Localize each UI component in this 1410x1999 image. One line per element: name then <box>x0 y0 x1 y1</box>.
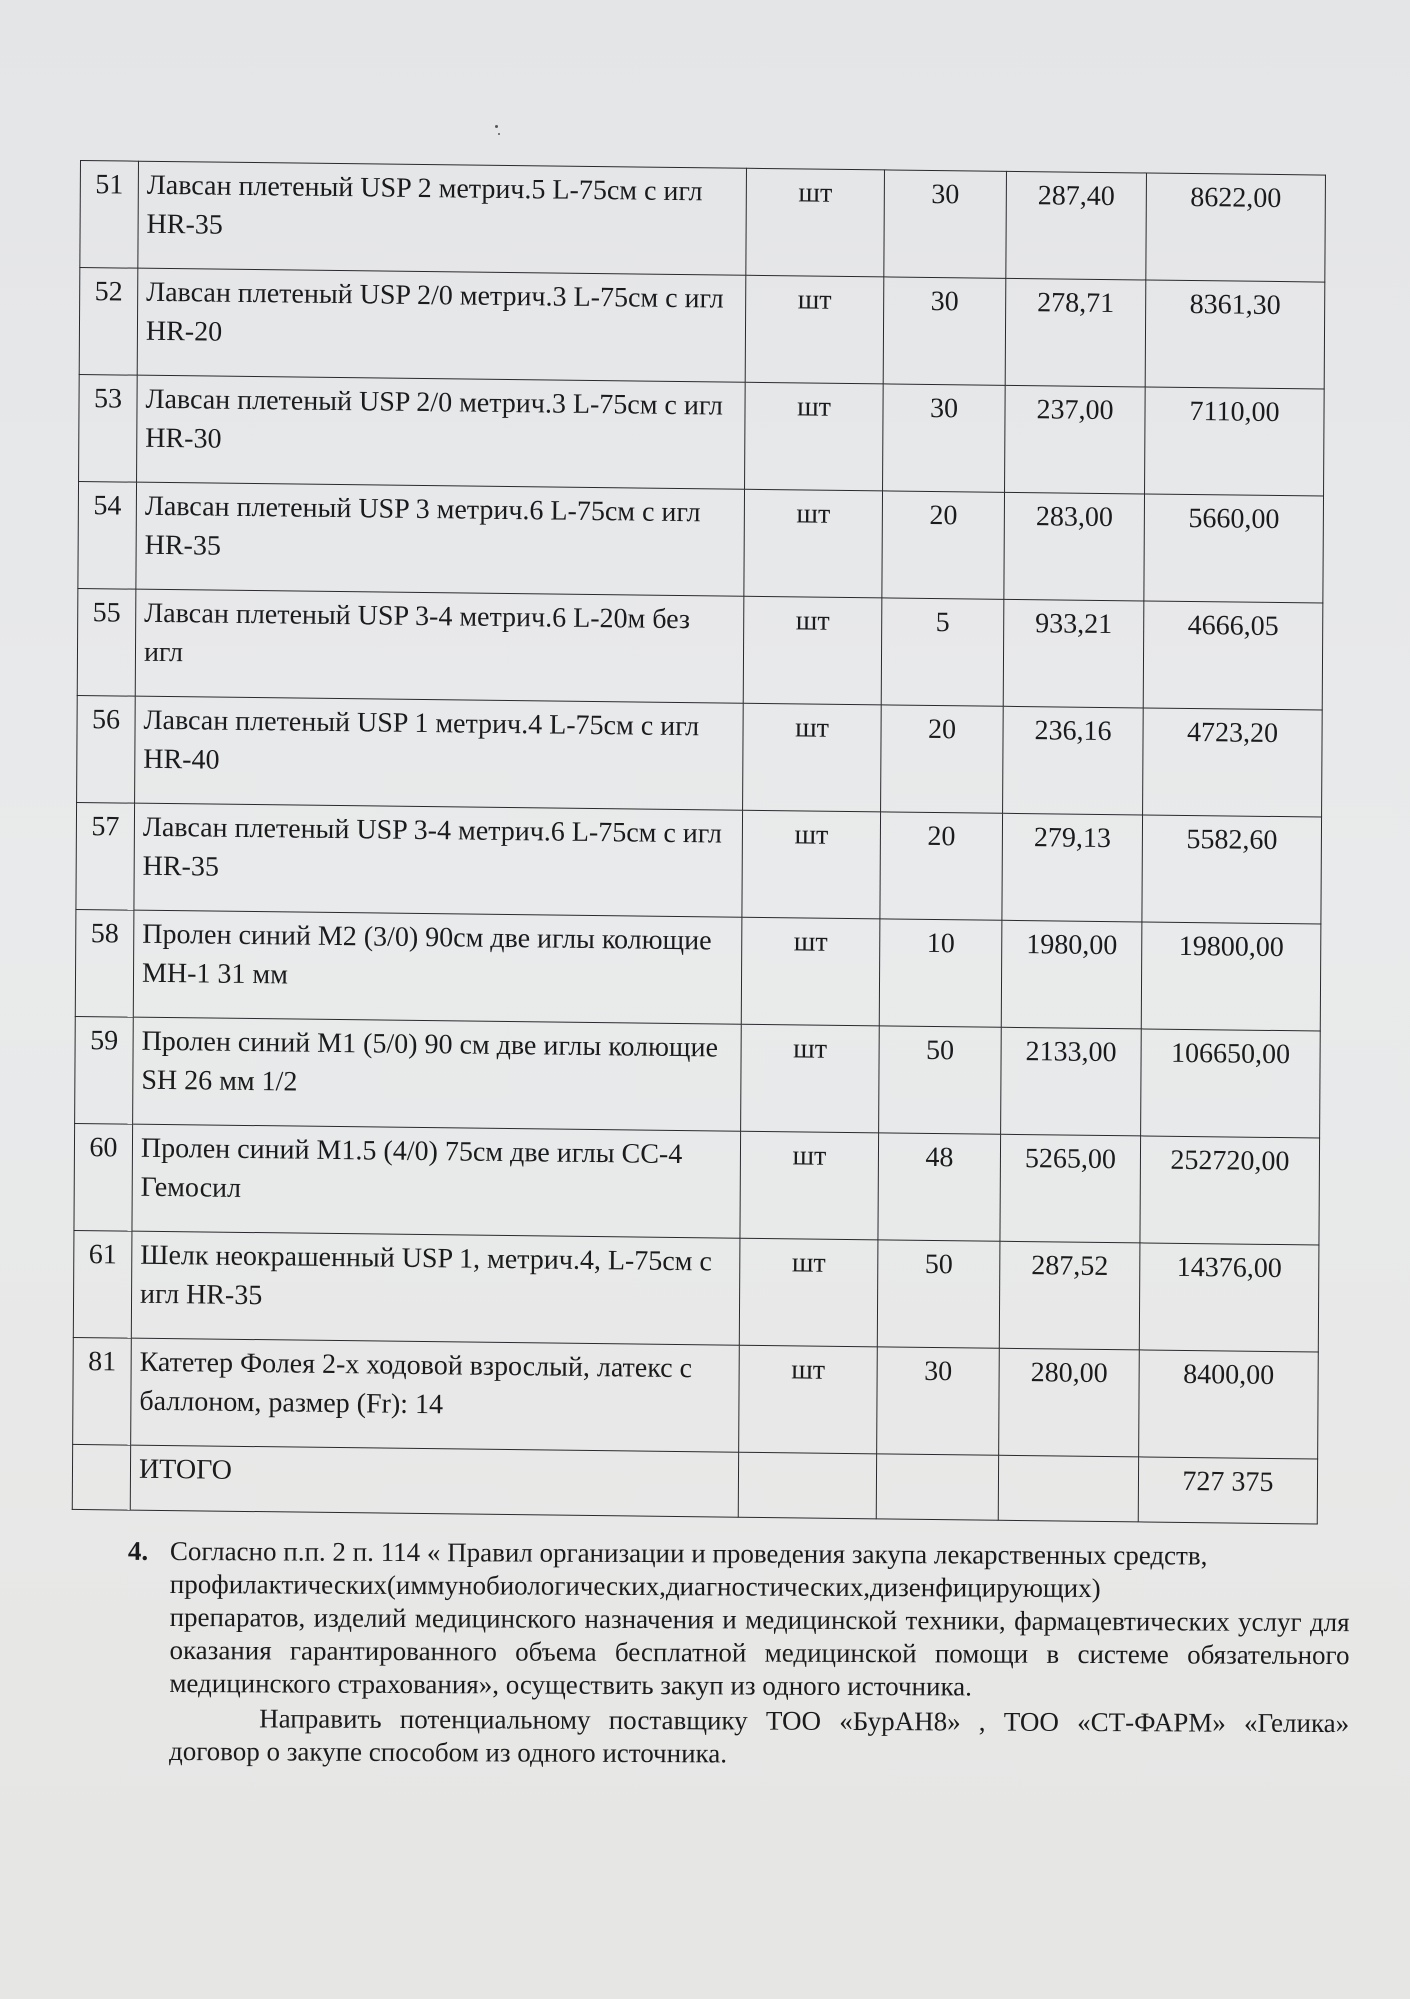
total-value: 727 375 <box>1138 1457 1317 1524</box>
item-name: Пролен синий М2 (3/0) 90см две иглы колющие МН-1 31 мм <box>133 910 742 1024</box>
item-quantity: 30 <box>877 1347 1000 1455</box>
clause-directive: Направить потенциальному поставщику ТОО «БурАН8» , ТОО «СТ-ФАРМ» «Гелика» договор о закупе способом из одного источника. <box>168 1703 1350 1769</box>
clause-4 <box>127 1535 1350 1773</box>
item-sum: 5660,00 <box>1144 494 1324 603</box>
item-unit: шт <box>739 1238 878 1347</box>
item-name: Катетер Фолея 2-х ходовой взрослый, латекс с баллоном, размер (Fr): 14 <box>131 1338 740 1452</box>
item-price: 5265,00 <box>1000 1134 1141 1243</box>
row-number: 59 <box>75 1016 134 1124</box>
item-name: Лавсан плетеный USP 3-4 метрич.6 L-75см с игл HR-35 <box>134 803 743 917</box>
table-row <box>76 802 1322 924</box>
item-quantity: 20 <box>881 705 1004 813</box>
item-price: 2133,00 <box>1001 1027 1142 1136</box>
table-row <box>78 481 1324 603</box>
paper-speck <box>495 125 498 128</box>
row-number: 81 <box>73 1337 132 1445</box>
clause-line-2: профилактических(иммунобиологических,диагностических,дизенфицирующих) <box>169 1568 1101 1604</box>
table-row <box>74 1123 1320 1245</box>
table-row <box>75 1016 1321 1138</box>
item-unit: шт <box>743 703 882 812</box>
item-unit: шт <box>741 917 880 1026</box>
item-sum: 19800,00 <box>1141 922 1321 1031</box>
item-name: Лавсан плетеный USP 3-4 метрич.6 L-20м без игл <box>135 589 744 703</box>
item-unit: шт <box>746 168 885 277</box>
item-price: 933,21 <box>1003 599 1144 708</box>
item-unit: шт <box>740 1131 879 1240</box>
procurement-items-table <box>72 160 1326 1524</box>
item-price: 280,00 <box>999 1348 1140 1457</box>
item-quantity: 20 <box>882 491 1005 599</box>
item-unit: шт <box>745 382 884 491</box>
item-quantity: 20 <box>880 812 1003 920</box>
item-name: Пролен синий М1.5 (4/0) 75см две иглы СС-4 Гемосил <box>132 1124 741 1238</box>
item-sum: 4723,20 <box>1143 708 1323 817</box>
total-unit-cell <box>738 1452 876 1519</box>
paper-speck <box>498 133 500 135</box>
item-quantity: 50 <box>879 1026 1002 1134</box>
row-number: 60 <box>74 1123 133 1231</box>
item-name: Лавсан плетеный USP 3 метрич.6 L-75см с игл HR-35 <box>136 482 745 596</box>
item-sum: 4666,05 <box>1143 601 1323 710</box>
table-row <box>77 588 1323 710</box>
item-price: 279,13 <box>1002 813 1143 922</box>
row-number: 53 <box>79 374 138 482</box>
item-name: Шелк неокрашенный USP 1, метрич.4, L-75см с игл HR-35 <box>131 1231 740 1345</box>
item-price: 1980,00 <box>1001 920 1142 1029</box>
item-unit: шт <box>741 1024 880 1133</box>
table-row <box>75 909 1321 1031</box>
row-number: 51 <box>80 161 139 269</box>
item-name: Лавсан плетеный USP 2 метрич.5 L-75см с игл HR-35 <box>138 161 747 275</box>
clause-body: препаратов, изделий медицинского назначения и медицинской техники, фармацевтических услуг для оказания гарантированного объема бесплатной медицинской помощи в системе обязательного медицинского страхования», осуществить закуп из одного источника. <box>169 1601 1350 1702</box>
clause-number: 4. <box>127 1535 149 1566</box>
items-table-body <box>73 161 1326 1459</box>
total-row <box>72 1444 1317 1524</box>
item-price: 237,00 <box>1005 385 1146 494</box>
item-sum: 106650,00 <box>1141 1029 1321 1138</box>
item-name: Пролен синий М1 (5/0) 90 см две иглы колющие SH 26 мм 1/2 <box>133 1017 742 1131</box>
total-num-cell <box>72 1444 130 1510</box>
table-row <box>79 268 1325 390</box>
item-quantity: 30 <box>884 170 1007 278</box>
item-price: 278,71 <box>1005 278 1146 387</box>
item-unit: шт <box>739 1345 878 1454</box>
item-sum: 8622,00 <box>1146 173 1326 282</box>
item-name: Лавсан плетеный USP 1 метрич.4 L-75см с игл HR-40 <box>135 696 744 810</box>
table-row <box>73 1337 1319 1459</box>
item-quantity: 10 <box>879 919 1002 1027</box>
item-quantity: 48 <box>878 1133 1001 1241</box>
item-quantity: 50 <box>877 1240 1000 1348</box>
item-sum: 252720,00 <box>1140 1136 1320 1245</box>
table-row <box>80 161 1326 283</box>
row-number: 54 <box>78 481 137 589</box>
item-name: Лавсан плетеный USP 2/0 метрич.3 L-75см с игл HR-30 <box>137 375 746 489</box>
row-number: 56 <box>77 695 136 803</box>
item-sum: 14376,00 <box>1139 1243 1319 1352</box>
item-unit: шт <box>745 275 884 384</box>
total-price-cell <box>998 1455 1138 1522</box>
item-sum: 5582,60 <box>1142 815 1322 924</box>
item-unit: шт <box>744 489 883 598</box>
table-row <box>77 695 1323 817</box>
clause-line-1: Согласно п.п. 2 п. 114 « Правил организации и проведения закупа лекарственных средств, <box>169 1536 1208 1571</box>
item-price: 287,52 <box>999 1241 1140 1350</box>
item-quantity: 30 <box>883 277 1006 385</box>
total-qty-cell <box>876 1454 998 1520</box>
row-number: 55 <box>77 588 136 696</box>
item-sum: 8400,00 <box>1139 1350 1319 1459</box>
item-name: Лавсан плетеный USP 2/0 метрич.3 L-75см с игл HR-20 <box>137 268 746 382</box>
item-unit: шт <box>742 810 881 919</box>
row-number: 57 <box>76 802 135 910</box>
item-quantity: 5 <box>881 598 1004 706</box>
item-price: 287,40 <box>1006 171 1147 280</box>
item-sum: 8361,30 <box>1145 280 1325 389</box>
item-quantity: 30 <box>883 384 1006 492</box>
row-number: 52 <box>79 268 138 376</box>
item-price: 283,00 <box>1004 492 1145 601</box>
item-sum: 7110,00 <box>1145 387 1325 496</box>
row-number: 58 <box>75 909 134 1017</box>
item-price: 236,16 <box>1003 706 1144 815</box>
total-label: ИТОГО <box>130 1445 738 1517</box>
row-number: 61 <box>73 1230 132 1338</box>
item-unit: шт <box>743 596 882 705</box>
table-row <box>79 374 1325 496</box>
table-row <box>73 1230 1319 1352</box>
